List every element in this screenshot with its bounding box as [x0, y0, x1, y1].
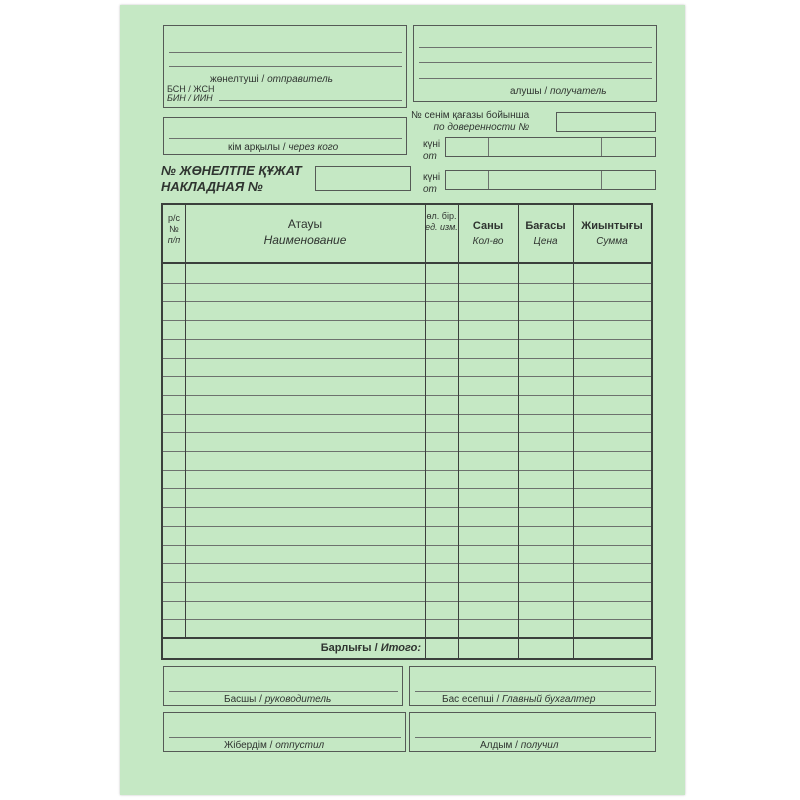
table-row-line: [163, 526, 651, 527]
total-label: Барлығы / Итого:: [320, 642, 421, 654]
sender-caption: жөнелтуші / отправитель: [210, 74, 333, 85]
date1-label: күні от: [423, 139, 441, 162]
table-row-line: [163, 432, 651, 433]
via-box[interactable]: [163, 117, 407, 155]
table-row-line: [163, 488, 651, 489]
table-row-line: [163, 358, 651, 359]
sender-box[interactable]: [163, 25, 407, 108]
col-header-sum: Жиынтығы Сумма: [581, 220, 643, 247]
power-of-attorney-field[interactable]: [556, 112, 656, 132]
sender-bin-caption: БСН / ЖСН БИН / ИИН: [167, 84, 215, 103]
accountant-signature-caption: Бас есепші / Главный бухгалтер: [442, 694, 596, 705]
received-signature-box[interactable]: [409, 712, 656, 752]
released-signature-caption: Жібердім / отпустил: [224, 740, 325, 751]
col-header-quantity: Саны Кол-во: [472, 220, 504, 247]
table-row-line: [163, 582, 651, 583]
invoice-title: № ЖӨНЕЛТПЕ ҚҰЖАТ НАКЛАДНАЯ №: [161, 163, 302, 194]
table-row-line: [163, 470, 651, 471]
date2-label: күні от: [423, 172, 441, 195]
date1-field[interactable]: [445, 137, 656, 157]
table-row-line: [163, 301, 651, 302]
table-row-line: [163, 395, 651, 396]
table-row-line: [163, 507, 651, 508]
col-header-number: р/с № п/п: [167, 213, 181, 245]
col-header-price: Бағасы Цена: [525, 220, 566, 247]
via-caption: кім арқылы / через кого: [228, 142, 339, 153]
table-row-line: [163, 339, 651, 340]
table-row-line: [163, 545, 651, 546]
table-row-line: [163, 619, 651, 620]
col-header-name: Атауы Наименование: [263, 217, 347, 247]
receiver-box[interactable]: [413, 25, 657, 102]
receiver-caption: алушы / получатель: [510, 86, 607, 97]
col-header-unit: өл. бір. ед. изм.: [425, 211, 458, 232]
table-row-line: [163, 283, 651, 284]
head-signature-caption: Басшы / руководитель: [224, 694, 332, 705]
table-row-line: [163, 376, 651, 377]
date2-field[interactable]: [445, 170, 656, 190]
goods-table: [161, 203, 653, 660]
accountant-signature-box[interactable]: [409, 666, 656, 706]
invoice-number-field[interactable]: [315, 166, 411, 191]
table-row-line: [163, 451, 651, 452]
head-signature-box[interactable]: [163, 666, 403, 706]
table-row-line: [163, 414, 651, 415]
power-of-attorney-label: № сенім қағазы бойынша по доверенности №: [411, 110, 530, 133]
table-row-line: [163, 320, 651, 321]
released-signature-box[interactable]: [163, 712, 406, 752]
invoice-form-sheet: [120, 5, 685, 795]
table-row-line: [163, 601, 651, 602]
table-row-line: [163, 563, 651, 564]
received-signature-caption: Алдым / получил: [480, 740, 559, 751]
